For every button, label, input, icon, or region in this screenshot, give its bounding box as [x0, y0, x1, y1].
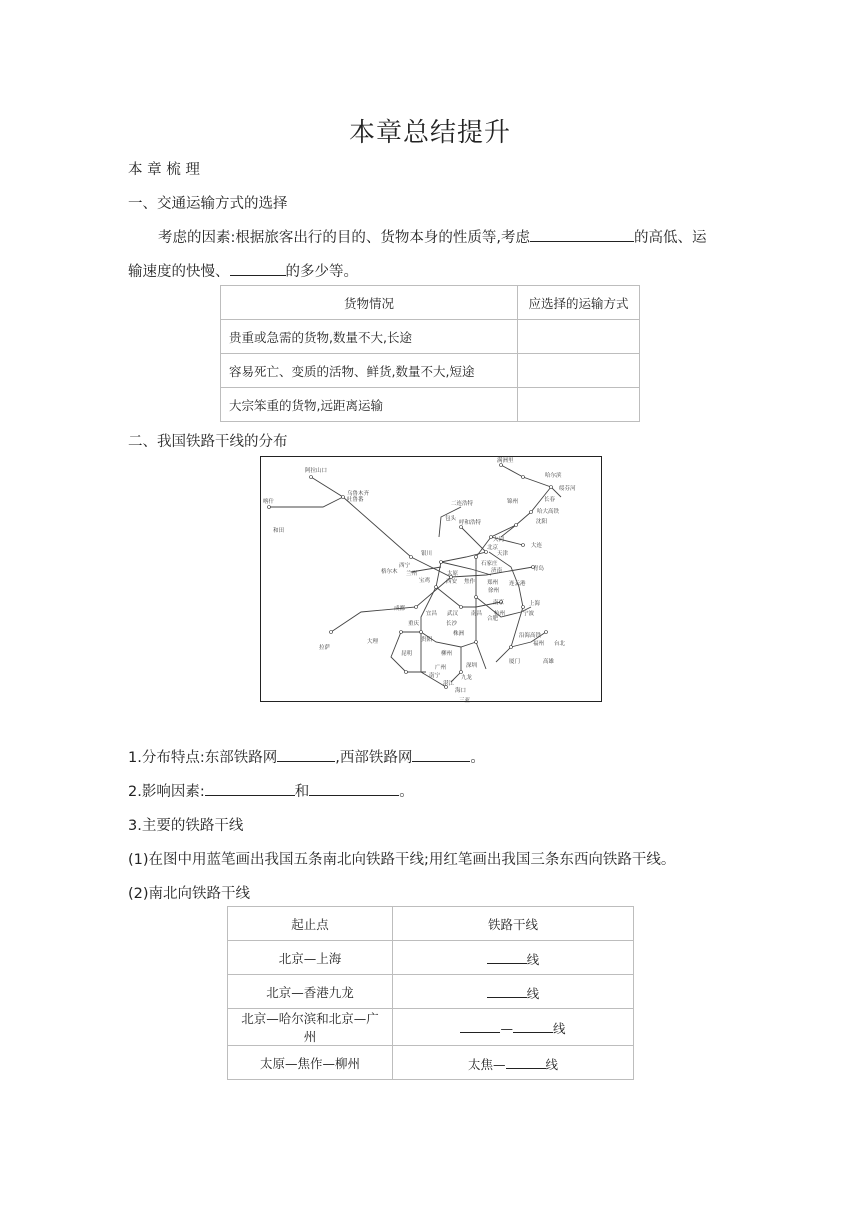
paragraph-factors-line2: 输速度的快慢、 的多少等。 — [128, 260, 358, 281]
paragraph-factors-line1: 考虑的因素:根据旅客出行的目的、货物本身的性质等,考虑 的高低、运 — [158, 226, 707, 247]
blank-volume[interactable] — [230, 260, 286, 276]
table-row — [228, 1009, 634, 1046]
map-city-label: 大理 — [367, 639, 379, 645]
blank-line-name[interactable] — [460, 1017, 500, 1033]
map-city-label: 吐鲁番 — [347, 497, 364, 503]
map-city-label: 合肥 — [487, 616, 499, 622]
railway-trunk-table — [227, 906, 634, 1080]
blank-freight-cost[interactable] — [530, 226, 634, 242]
map-city-label: 绥芬河 — [559, 486, 576, 492]
map-city-label: 哈大高铁 — [537, 509, 560, 515]
question-3-1: (1)在图中用蓝笔画出我国五条南北向铁路干线;用红笔画出我国三条东西向铁路干线。 — [128, 852, 676, 868]
answer-cell: 线 — [393, 941, 634, 975]
table-row — [228, 975, 634, 1009]
map-city-label: 呼和浩特 — [459, 520, 482, 526]
map-city-label: 和田 — [273, 528, 285, 534]
map-city-label: 太原 — [447, 571, 459, 577]
blank-line-name[interactable] — [487, 948, 527, 964]
map-city-label: 沿海高铁 — [519, 633, 542, 639]
map-city-label: 石家庄 — [481, 561, 498, 567]
map-city-label: 大同 — [493, 537, 505, 543]
table-cell: 太原—焦作—柳州 — [228, 1046, 393, 1080]
map-city-label: 徐州 — [488, 588, 500, 594]
map-city-label: 郑州 — [487, 580, 499, 586]
blank-line-name[interactable] — [487, 982, 527, 998]
map-city-label: 格尔木 — [381, 569, 398, 575]
map-city-label: 宜昌 — [426, 611, 438, 617]
heading-transport-choice: 一、交通运输方式的选择 — [128, 196, 288, 212]
map-city-label: 九龙 — [461, 675, 473, 681]
map-city-label: 天津 — [497, 551, 509, 557]
page-title: 本章总结提升 — [348, 118, 511, 148]
map-city-label: 宝鸡 — [419, 578, 431, 584]
map-city-label: 乌鲁木齐 — [347, 491, 370, 497]
table-cell: 北京—香港九龙 — [228, 975, 393, 1009]
map-city-label: 青岛 — [533, 566, 545, 572]
section-label: 本 章 梳 理 — [128, 162, 200, 178]
map-city-label: 二连浩特 — [451, 501, 474, 507]
question-3: 3.主要的铁路干线 — [128, 818, 244, 834]
question-1: 1.分布特点:东部铁路网 ,西部铁路网 。 — [128, 746, 485, 767]
answer-cell[interactable] — [518, 388, 640, 422]
table-header: 货物情况 — [221, 286, 518, 320]
map-city-label: 宁波 — [523, 611, 535, 617]
blank-line-name[interactable] — [506, 1053, 546, 1069]
blank-east-network[interactable] — [277, 746, 335, 762]
map-city-label: 南昌 — [471, 611, 483, 617]
map-city-label: 哈尔滨 — [545, 473, 562, 479]
map-city-label: 湛江 — [443, 681, 455, 687]
map-city-label: 贵阳 — [421, 637, 433, 643]
table-header: 起止点 — [228, 907, 393, 941]
table-row — [221, 354, 640, 388]
heading-railway-distribution: 二、我国铁路干线的分布 — [128, 434, 288, 450]
map-city-label: 北京 — [487, 545, 499, 551]
table-row — [221, 320, 640, 354]
map-city-label: 海口 — [455, 688, 467, 694]
map-city-label: 株洲 — [453, 631, 465, 637]
answer-cell: 太焦— 线 — [393, 1046, 634, 1080]
table-header: 铁路干线 — [393, 907, 634, 941]
map-city-label: 福州 — [533, 641, 545, 647]
map-city-label: 沈阳 — [536, 519, 548, 525]
table-cell: 北京—哈尔滨和北京—广州 — [228, 1009, 393, 1046]
map-city-label: 武汉 — [447, 611, 459, 617]
answer-cell[interactable] — [518, 320, 640, 354]
map-city-label: 兰州 — [406, 571, 418, 577]
map-city-label: 杭州 — [494, 611, 506, 617]
blank-line-name[interactable] — [513, 1017, 553, 1033]
answer-cell: — 线 — [393, 1009, 634, 1046]
goods-transport-table — [220, 285, 640, 422]
map-city-label: 连云港 — [509, 581, 526, 587]
railway-map — [260, 456, 602, 702]
map-city-label: 济南 — [491, 568, 503, 574]
map-city-label: 大连 — [531, 543, 543, 549]
map-city-label: 厦门 — [509, 659, 521, 665]
map-city-label: 上海 — [529, 601, 541, 607]
map-city-label: 深圳 — [466, 663, 478, 669]
map-city-label: 广州 — [435, 665, 447, 671]
map-city-label: 西宁 — [399, 563, 411, 569]
map-city-label: 昆明 — [401, 651, 413, 657]
table-cell: 大宗笨重的货物,远距离运输 — [221, 388, 518, 422]
blank-west-network[interactable] — [412, 746, 470, 762]
map-city-label: 满洲里 — [497, 458, 514, 464]
map-city-label: 南宁 — [429, 673, 441, 679]
question-3-2: (2)南北向铁路干线 — [128, 886, 251, 902]
table-row — [228, 941, 634, 975]
map-labels — [263, 456, 576, 704]
map-city-label: 台北 — [554, 641, 566, 647]
table-cell: 贵重或急需的货物,数量不大,长途 — [221, 320, 518, 354]
map-city-label: 高雄 — [543, 659, 555, 665]
table-header: 应选择的运输方式 — [518, 286, 640, 320]
map-city-label: 西安 — [446, 579, 458, 585]
answer-cell[interactable] — [518, 354, 640, 388]
map-city-label: 柳州 — [441, 651, 453, 657]
map-city-label: 锦州 — [507, 499, 519, 505]
map-city-label: 长春 — [544, 497, 556, 503]
map-city-label: 重庆 — [408, 621, 420, 627]
map-city-label: 长沙 — [446, 621, 458, 627]
map-city-label: 三亚 — [459, 698, 471, 704]
map-city-label: 南京 — [493, 600, 505, 606]
map-city-label: 阿拉山口 — [305, 468, 328, 474]
table-cell: 容易死亡、变质的活物、鲜货,数量不大,短途 — [221, 354, 518, 388]
answer-cell: 线 — [393, 975, 634, 1009]
map-city-label: 拉萨 — [319, 645, 331, 651]
table-row — [221, 388, 640, 422]
map-city-label: 焦作 — [464, 579, 476, 585]
table-cell: 北京—上海 — [228, 941, 393, 975]
table-row — [228, 1046, 634, 1080]
blank-factor-2[interactable] — [309, 780, 399, 796]
blank-factor-1[interactable] — [205, 780, 295, 796]
map-city-label: 成都 — [394, 606, 406, 612]
map-city-label: 银川 — [421, 551, 433, 557]
question-2: 2.影响因素: 和 。 — [128, 780, 414, 801]
map-city-label: 包头 — [445, 516, 457, 522]
map-city-label: 喀什 — [263, 499, 275, 505]
